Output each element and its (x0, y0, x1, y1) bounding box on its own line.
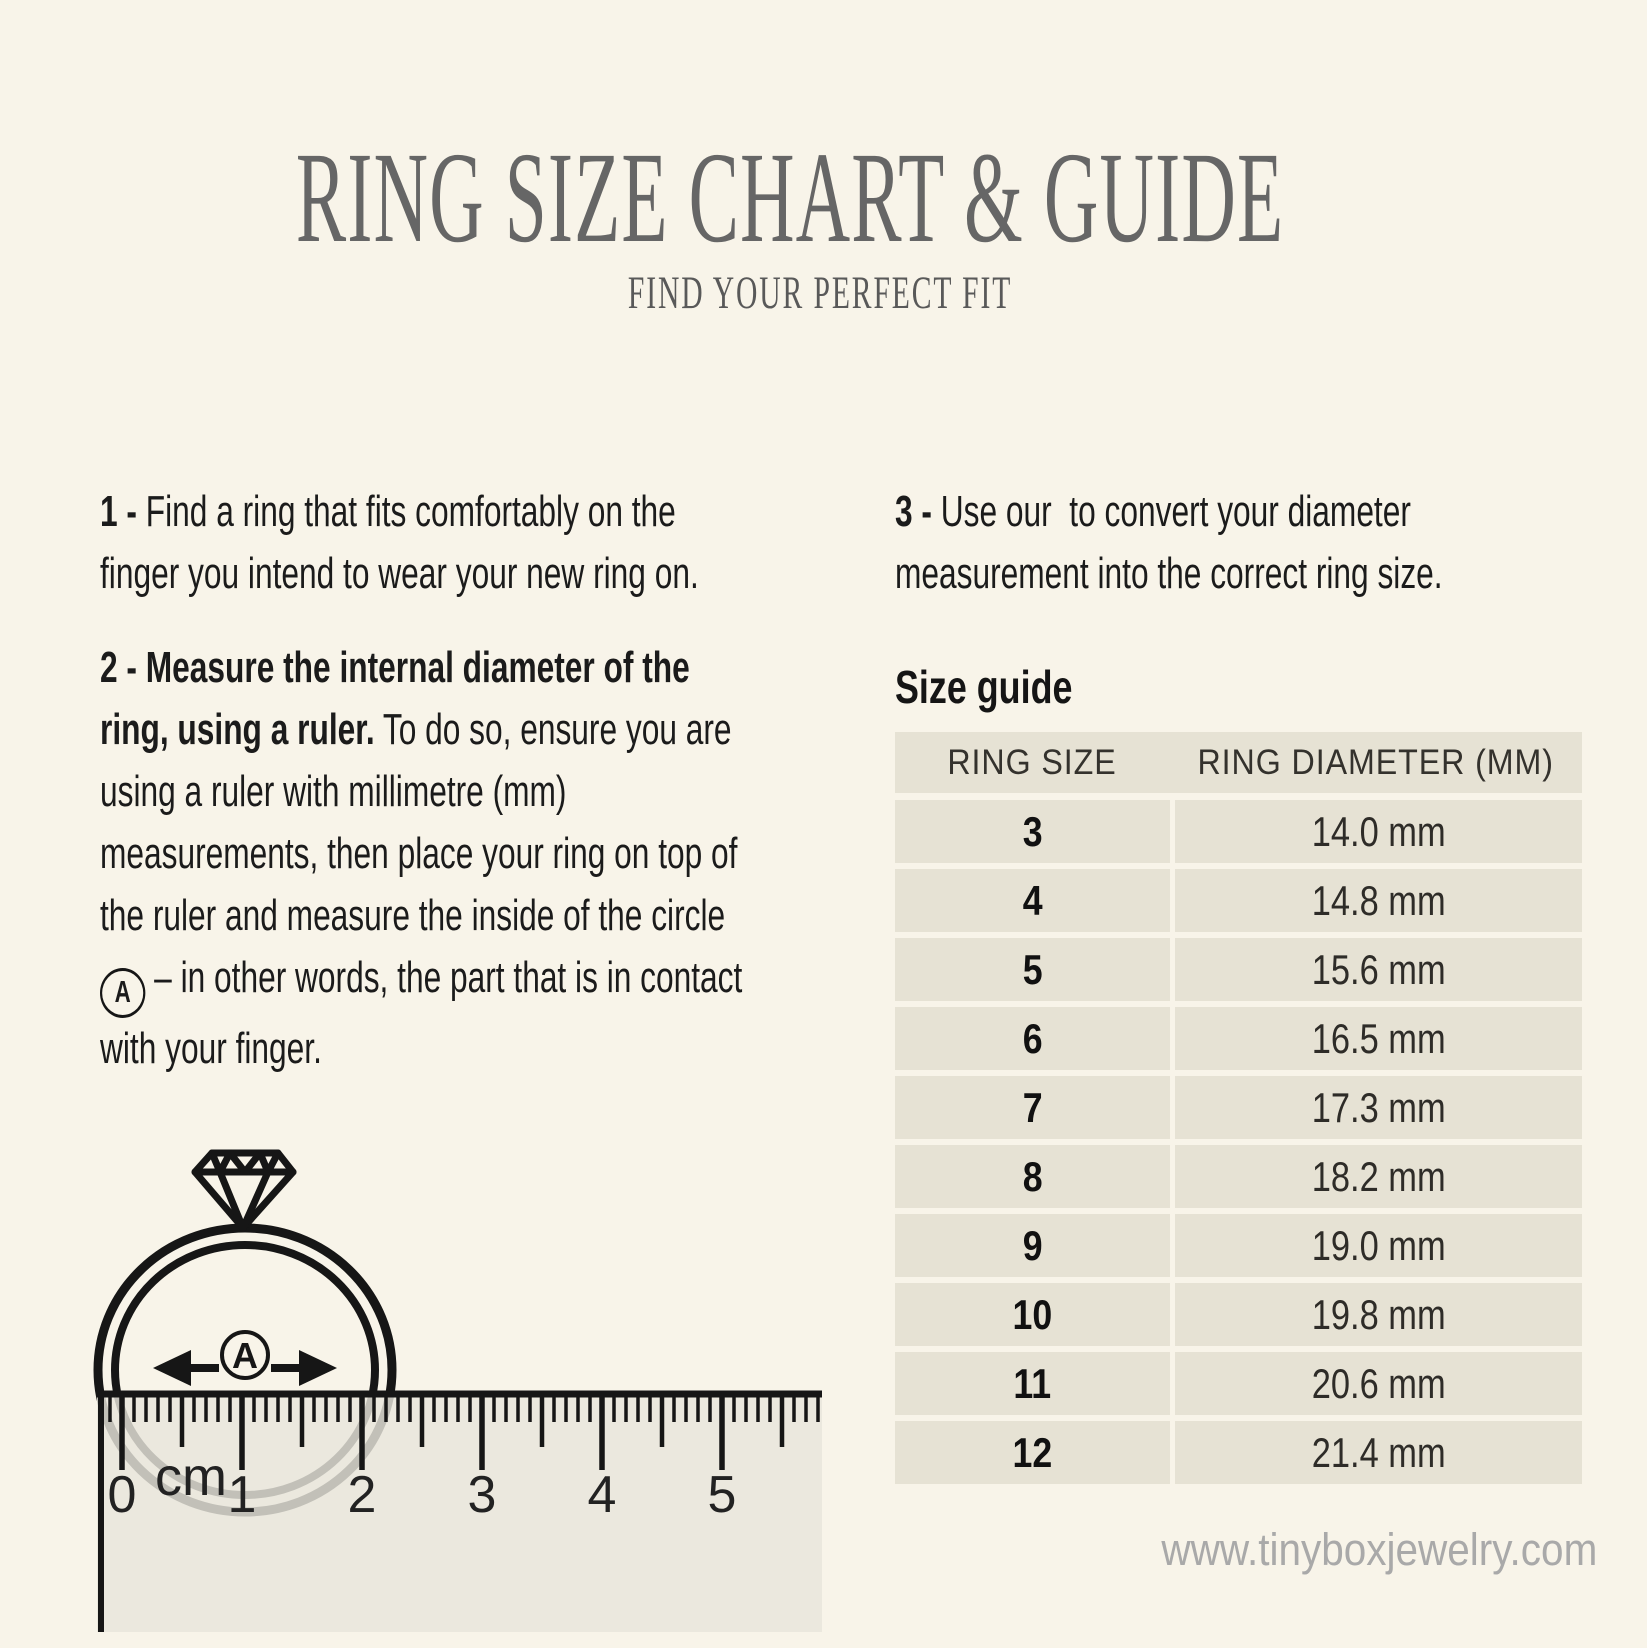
diameter-arrow-icon (153, 1332, 337, 1386)
ring-size-value: 3 (1022, 807, 1043, 855)
ring-size-cell (895, 1283, 1170, 1346)
ring-diameter-value: 19.8 mm (1311, 1290, 1446, 1338)
ring-size-value: 11 (1013, 1359, 1052, 1407)
ring-diameter-value: 19.0 mm (1311, 1221, 1446, 1269)
ring-size-cell (895, 869, 1170, 932)
ring-diameter-column-label: RING DIAMETER (MM) (1197, 742, 1555, 782)
ring-diameter-value: 14.8 mm (1311, 876, 1446, 924)
step-2-text-line3: using a ruler with millimetre (mm) (100, 767, 567, 816)
step-2-text-line7: with your finger. (100, 1024, 322, 1073)
table-row (895, 1283, 1582, 1346)
ring-size-cell (895, 1145, 1170, 1208)
ruler-number-5: 5 (707, 1466, 737, 1524)
ring-size-cell (895, 1007, 1170, 1070)
ring-size-value: 7 (1022, 1083, 1043, 1131)
ring-diameter-cell (1175, 800, 1582, 863)
subheader (0, 268, 1640, 318)
step-2-text-line5: the ruler and measure the inside of the circle (100, 891, 726, 940)
ring-diameter-cell (1175, 869, 1582, 932)
ruler-number-3: 3 (467, 1466, 497, 1524)
step-2-number: 2 - (100, 643, 146, 692)
table-header-ring-diameter (1170, 732, 1582, 793)
ring-diameter-cell (1175, 1421, 1582, 1484)
ring-size-value: 12 (1012, 1428, 1053, 1476)
step-2-text-line4: measurements, then place your ring on top of (100, 829, 738, 878)
ring-diameter-cell (1175, 1145, 1582, 1208)
ring-size-cell (895, 938, 1170, 1001)
table-header-ring-size (895, 732, 1170, 793)
ring-size-value: 6 (1022, 1014, 1043, 1062)
step-3-paragraph (895, 481, 1443, 605)
ring-size-value: 10 (1012, 1290, 1053, 1338)
table-row (895, 1007, 1582, 1070)
table-row (895, 1076, 1582, 1139)
ring-size-value: 5 (1022, 945, 1043, 993)
step-3-number: 3 - (895, 487, 941, 536)
ring-diameter-value: 20.6 mm (1311, 1359, 1446, 1407)
ring-size-cell (895, 1076, 1170, 1139)
step-1-number: 1 - (100, 487, 146, 536)
ring-diameter-cell (1175, 1076, 1582, 1139)
ring-size-column-label: RING SIZE (947, 742, 1118, 782)
ring-size-value: 8 (1022, 1152, 1043, 1200)
ring-diameter-cell (1175, 1283, 1582, 1346)
table-header-row (895, 732, 1582, 793)
ring-size-cell (895, 800, 1170, 863)
table-row (895, 869, 1582, 932)
step-1-paragraph (100, 481, 699, 605)
ring-diameter-value: 18.2 mm (1311, 1152, 1446, 1200)
table-row (895, 800, 1582, 863)
step-2-text-line2: To do so, ensure you are (374, 705, 732, 754)
page-subtitle: FIND YOUR PERFECT FIT (627, 267, 1013, 319)
ruler-number-1: 1 (227, 1466, 257, 1524)
diamond-icon (195, 1153, 293, 1228)
step-3-text-line2: measurement into the correct ring size. (895, 549, 1443, 598)
table-row (895, 1421, 1582, 1484)
ring-size-cell (895, 1352, 1170, 1415)
ruler-number-4: 4 (587, 1466, 617, 1524)
circled-a-marker: A (100, 968, 145, 1018)
ring-measurement-illustration (55, 1128, 825, 1648)
step-1-text-line2: finger you intend to wear your new ring on. (100, 549, 699, 598)
step-2-paragraph (100, 637, 742, 1080)
ring-diameter-value: 14.0 mm (1311, 807, 1446, 855)
step-2-bold-line2: ring, using a ruler. (100, 705, 375, 754)
table-row (895, 938, 1582, 1001)
ring-diameter-value: 17.3 mm (1311, 1083, 1446, 1131)
size-guide-table (895, 732, 1582, 1490)
website-url: www.tinyboxjewelry.com (1161, 1524, 1597, 1575)
step-2-text-line6: – in other words, the part that is in contact (145, 953, 743, 1002)
ring-diameter-cell (1175, 938, 1582, 1001)
ring-diameter-cell (1175, 1007, 1582, 1070)
step-1-text-line1: Find a ring that fits comfortably on the (145, 487, 676, 536)
diameter-label-a: A (232, 1335, 258, 1376)
ruler-unit-label: cm (155, 1447, 227, 1507)
table-row (895, 1352, 1582, 1415)
table-row (895, 1214, 1582, 1277)
ring-diameter-cell (1175, 1352, 1582, 1415)
ring-size-cell (895, 1214, 1170, 1277)
header (0, 126, 1580, 270)
ring-size-value: 9 (1022, 1221, 1043, 1269)
ring-diameter-cell (1175, 1214, 1582, 1277)
ruler (97, 1392, 822, 1632)
ring-size-value: 4 (1022, 876, 1043, 924)
ring-diameter-value: 21.4 mm (1311, 1428, 1446, 1476)
size-guide-heading: Size guide (895, 661, 1073, 713)
ring-diameter-value: 15.6 mm (1311, 945, 1446, 993)
step-3-text-line1: Use our to convert your diameter (940, 487, 1411, 536)
page-title: RING SIZE CHART & GUIDE (295, 126, 1285, 270)
ruler-number-0: 0 (107, 1466, 137, 1524)
ruler-number-2: 2 (347, 1466, 377, 1524)
ring-size-cell (895, 1421, 1170, 1484)
step-2-bold-line1: Measure the internal diameter of the (145, 643, 690, 692)
ring-diameter-value: 16.5 mm (1311, 1014, 1446, 1062)
table-row (895, 1145, 1582, 1208)
